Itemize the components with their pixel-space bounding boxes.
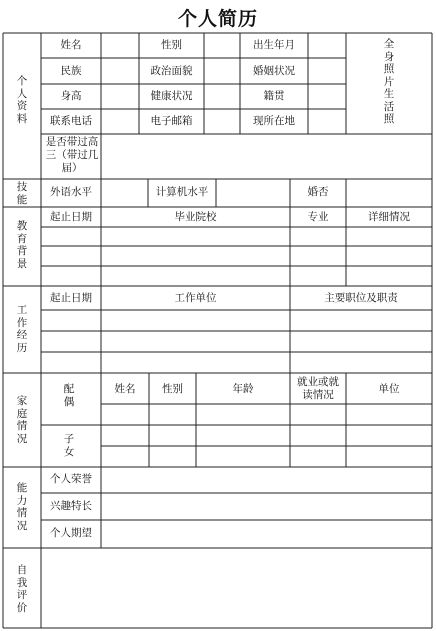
label-photo: 全身照片 生活照: [383, 38, 395, 125]
label-language: 外语水平: [50, 186, 92, 198]
label-birth: 出生年月: [253, 39, 295, 51]
label-marriage: 婚否: [307, 186, 329, 198]
section-family-label: 家庭情况: [16, 395, 28, 445]
section-work-label: 工作经历: [16, 304, 28, 354]
family-header-name: 姓名: [114, 383, 136, 395]
label-supervised-senior3: 是否带过高三（带过几届）: [45, 136, 99, 174]
work-header-duties: 主要职位及职责: [324, 292, 398, 304]
section-education-label: 教育背景: [16, 220, 28, 270]
label-honors: 个人荣誉: [50, 473, 92, 485]
label-height: 身高: [60, 90, 82, 102]
label-gender: 性别: [161, 39, 182, 51]
family-header-age: 年龄: [232, 383, 254, 395]
work-header-period: 起止日期: [50, 292, 92, 304]
page-title: 个人简历: [177, 8, 258, 30]
label-expectation: 个人期望: [50, 527, 92, 539]
label-computer: 计算机水平: [155, 186, 209, 198]
label-email: 电子邮箱: [150, 115, 193, 127]
family-header-unit: 单位: [378, 383, 400, 395]
label-ethnicity: 民族: [60, 65, 82, 77]
edu-header-school: 毕业院校: [174, 211, 217, 223]
family-header-gender: 性别: [162, 383, 183, 395]
label-health: 健康状况: [150, 90, 193, 102]
section-personal-label: 个人资料: [16, 75, 28, 125]
section-self-eval-label: 自我评价: [16, 564, 28, 614]
label-children: 子女: [63, 433, 75, 458]
label-location: 现所在地: [253, 115, 295, 127]
work-header-employer: 工作单位: [174, 292, 217, 304]
label-political: 政治面貌: [150, 65, 193, 77]
label-native-place: 籍贯: [263, 90, 285, 102]
label-hobbies: 兴趣特长: [50, 500, 92, 512]
family-header-employment: 就业或就读情况: [297, 376, 339, 401]
edu-header-period: 起止日期: [50, 211, 92, 223]
section-skills-label: 技能: [16, 181, 28, 206]
label-marital: 婚姻状况: [253, 65, 295, 77]
edu-header-details: 详细情况: [368, 211, 410, 223]
label-name: 姓名: [60, 39, 82, 51]
section-ability-label: 能力情况: [16, 482, 28, 532]
label-spouse: 配偶: [63, 383, 75, 408]
edu-header-major: 专业: [307, 211, 329, 223]
label-phone: 联系电话: [50, 115, 92, 127]
